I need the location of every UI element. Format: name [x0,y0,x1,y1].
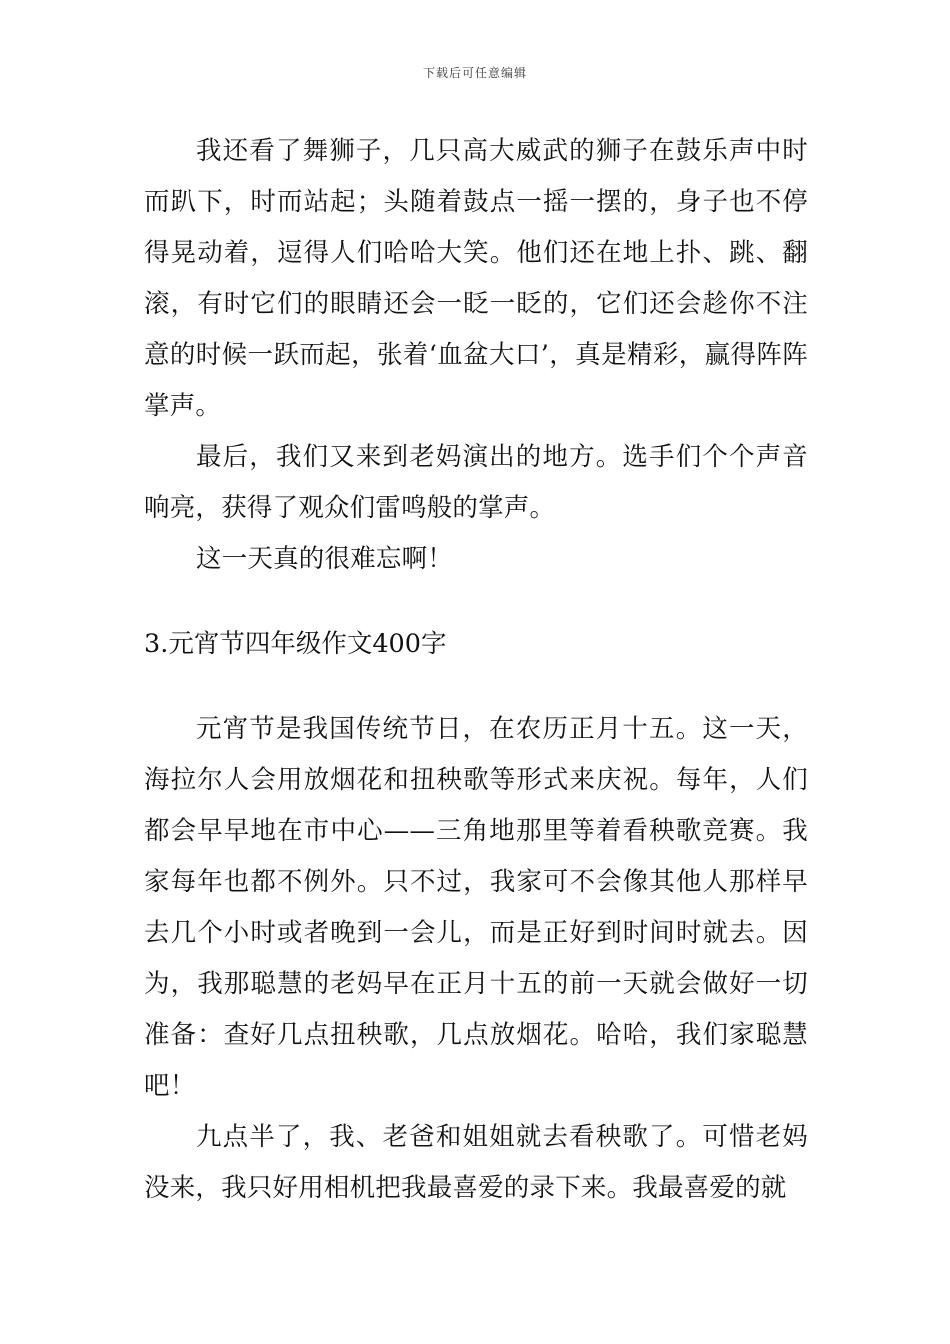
document-body [144,126,808,1214]
paragraph-mom-performance: 最后，我们又来到老妈演出的地方。选手们个个声音响亮，获得了观众们雷鸣般的掌声。 [144,442,808,523]
section-heading: 3.元宵节四年级作文400字 [144,629,447,659]
paragraph-lantern-festival: 元宵节是我国传统节日，在农历正月十五。这一天，海拉尔人会用放烟花和扭秧歌等形式来庆祝。每年，人们都会早早地在市中心——三角地那里等着看秧歌竞赛。我家每年也都不例外。只不过，我家可不会像其他人那样早去几个小时或者晚到一会儿，而是正好到时间时就去。因为，我那聪慧的老妈早在正月十五的前一天就会做好一切准备：查好几点扭秧歌，几点放烟花。哈哈，我们家聪慧吧！ [144,714,808,1101]
paragraph-lion-dance: 我还看了舞狮子，几只高大威武的狮子在鼓乐声中时而趴下，时而站起；头随着鼓点一摇一摆的，身子也不停得晃动着，逗得人们哈哈大笑。他们还在地上扑、跳、翻滚，有时它们的眼睛还会一眨一眨的，它们还会趁你不注意的时候一跃而起，张着‘血盆大口’，真是精彩，赢得阵阵掌声。 [144,136,808,421]
page-header: 下载后可任意编辑 [422,66,527,80]
paragraph-memorable-day: 这一天真的很难忘啊！ [196,544,454,574]
paragraph-yangge-watch: 九点半了，我、老爸和姐姐就去看秧歌了。可惜老妈没来，我只好用相机把我最喜爱的录下来。我最喜爱的就 [144,1122,808,1203]
